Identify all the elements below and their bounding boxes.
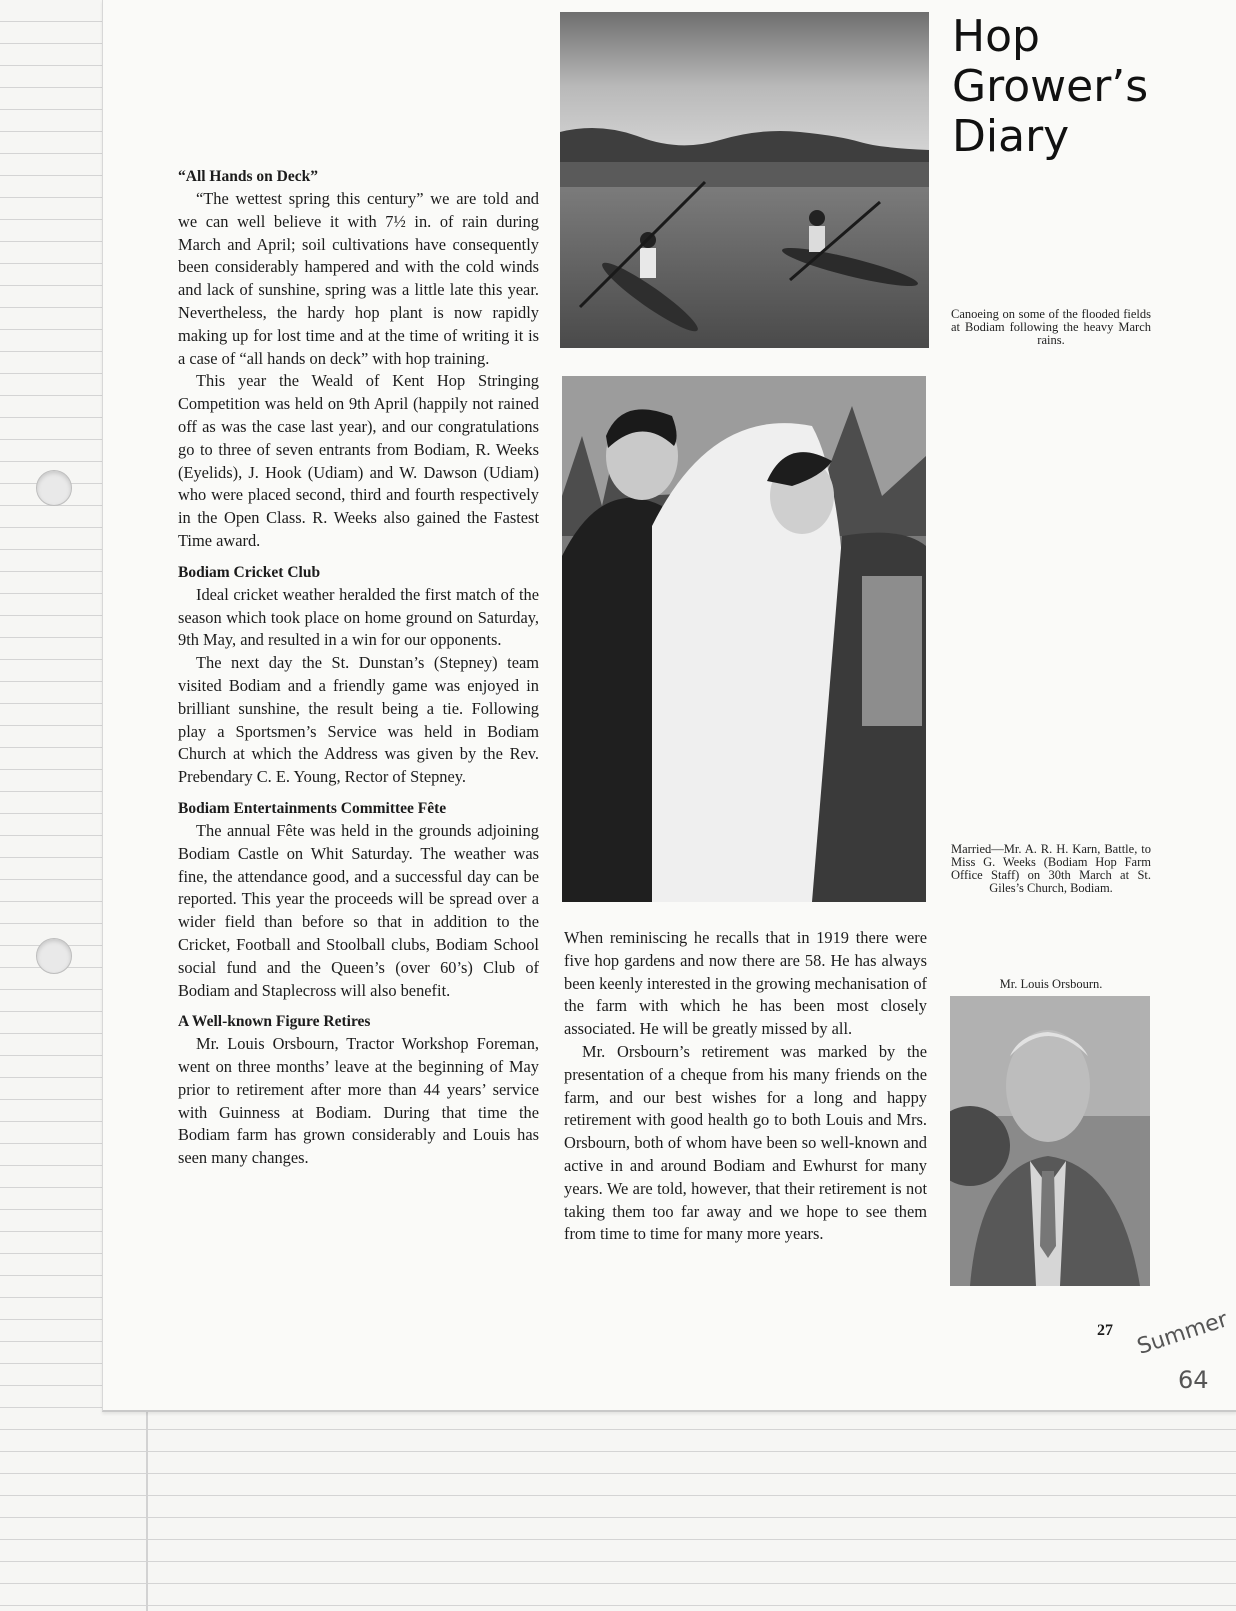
wedding-photo <box>562 376 926 902</box>
title-line: Diary <box>952 111 1070 162</box>
page-number: 27 <box>1097 1322 1113 1339</box>
paragraph: Mr. Orsbourn’s retirement was marked by the presentation of a cheque from his many friends on the farm, and our best wishes for a long and happy retirement with good health go to both Louis and Mrs. Orsbourn, both of whom have been so well-known and active in and around Bodiam and Ewhurst for many years. We are told, however, that their retirement is not taking them too far away and we hope to see them from time to time for many more years. <box>564 1041 927 1244</box>
paragraph: “The wettest spring this century” we are told and we can well believe it with 7½ in. of rain during March and April; soil cultivations have consequently been considerably hampered and with the cold winds and lack of sunshine, spring was a little late this year. Nevertheless, the hardy hop plant is now rapidly making up for lost time and at the time of writing it is a case of “all hands on deck” with hop training. <box>178 189 539 368</box>
portrait-photo <box>950 996 1150 1286</box>
handwritten-note: Summer <box>1134 1307 1231 1360</box>
paragraph: Ideal cricket weather heralded the first match of the season which took place on home ground on Saturday, 9th May, and resulted in a win for our opponents. <box>178 584 539 650</box>
section-heading-cricket: Bodiam Cricket Club <box>178 563 321 581</box>
section-heading-hands: “All Hands on Deck” <box>178 168 318 185</box>
paragraph: This year the Weald of Kent Hop Stringing Competition was held on 9th April (happily not rained off as was the case last year), and our congratulations go to three of seven entrants from Bodiam, R. Weeks (Eyelids), J. Hook (Udiam) and W. Dawson (Udiam) who were placed second, third and fourth respectively in the Open Class. R. Weeks also gained the Fastest Time award. <box>178 371 539 550</box>
handwritten-note-year: 64 <box>1178 1366 1209 1394</box>
paragraph: The annual Fête was held in the grounds adjoining Bodiam Castle on Whit Saturday. The weather was fine, the attendance good, and a successful day can be reported. This year the proceeds will be spread over a wider field than before so that in addition to the Cricket, Football and Stoolball clubs, Bodiam School social fund and the Queen’s (over 60’s) Club of Bodiam and Staplecross will also benefit. <box>178 820 539 1000</box>
section-heading-retires: A Well-known Figure Retires <box>178 1013 371 1031</box>
left-column <box>178 166 539 1170</box>
title-line: Hop <box>952 11 1040 62</box>
portrait-caption: Mr. Louis Orsbourn. <box>999 977 1103 991</box>
canoeing-photo <box>560 12 929 348</box>
paragraph: Mr. Louis Orsbourn, Tractor Workshop Foreman, went on three months’ leave at the beginning of May prior to retirement after more than 44 years’ service with Guinness at Bodiam. During that time the Bodiam farm has grown considerably and Louis has seen many changes. <box>178 1034 539 1168</box>
paragraph: When reminiscing he recalls that in 1919 there were five hop gardens and now there are 58. He has always been keenly interested in the growing mechanisation of the farm with which he has been most closely associated. He will be greatly missed by all. <box>564 928 927 1039</box>
wedding-caption: Married—Mr. A. R. H. Karn, Battle, to Miss G. Weeks (Bodiam Hop Farm Office Staff) on 30th March at St. Giles’s Church, Bodiam. <box>951 842 1151 895</box>
title-line: Grower’s <box>952 61 1149 112</box>
middle-column <box>564 927 927 1246</box>
section-heading-fete: Bodiam Entertainments Committee Fête <box>178 799 447 817</box>
paragraph: The next day the St. Dunstan’s (Stepney) team visited Bodiam and a friendly game was enjoyed in brilliant sunshine, the result being a tie. Following play a Sportsmen’s Service was held in Bodiam Church at which the Address was given by the Rev. Prebendary C. E. Young, Rector of Stepney. <box>178 653 539 787</box>
page-title <box>952 12 1222 162</box>
binder-hole <box>36 470 72 506</box>
canoe-caption: Canoeing on some of the flooded fields at Bodiam following the heavy March rains. <box>951 307 1151 347</box>
binder-hole <box>36 938 72 974</box>
